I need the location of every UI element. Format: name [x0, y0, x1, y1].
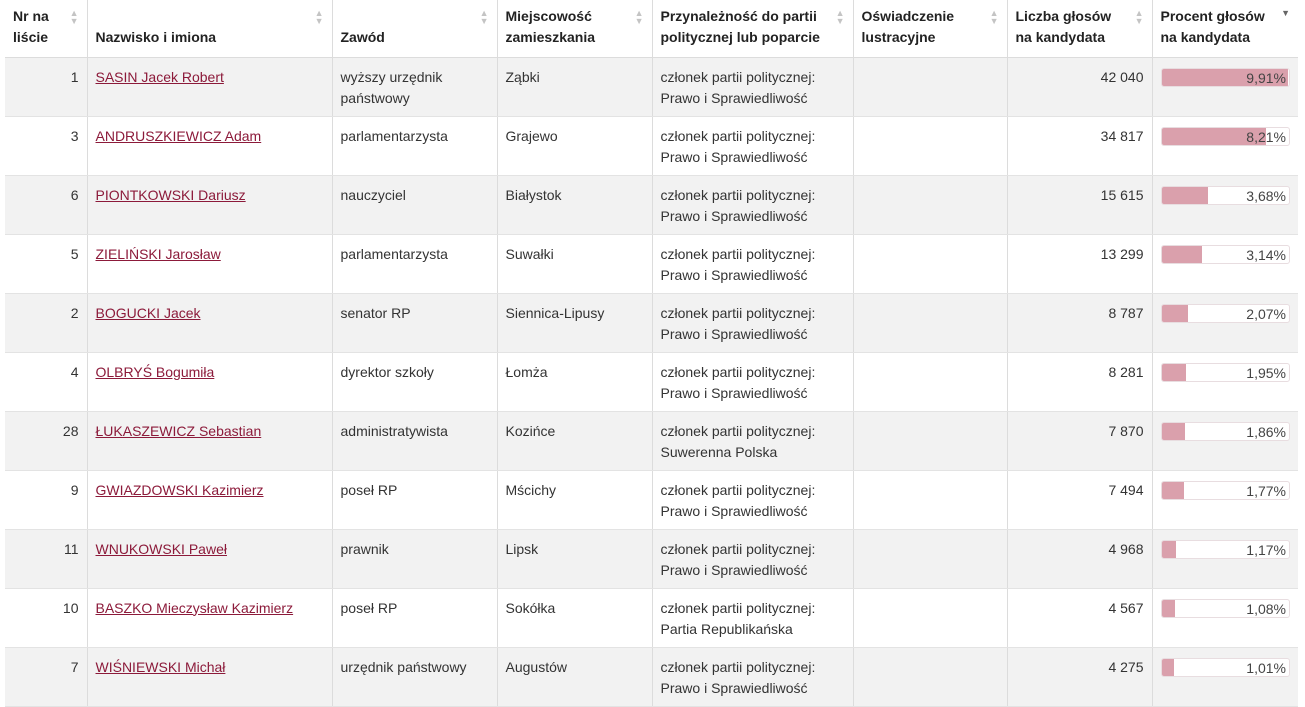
candidate-link[interactable]: OLBRYŚ Bogumiła [95, 363, 215, 380]
cell-city: Mścichy [497, 470, 652, 529]
party-affiliation-line: członek partii politycznej: [660, 68, 816, 85]
cell-job: administratywista [332, 411, 497, 470]
cell-nr: 3 [5, 116, 87, 175]
percent-bar-fill [1162, 659, 1175, 676]
cell-city: Suwałki [497, 234, 652, 293]
table-row [5, 470, 1298, 529]
cell-percent [1152, 116, 1298, 175]
cell-job: senator RP [332, 293, 497, 352]
candidate-link[interactable]: BOGUCKI Jacek [95, 304, 201, 321]
percent-value: 8,21% [1246, 128, 1286, 145]
sort-icon[interactable]: ▲ ▼ [69, 8, 79, 26]
cell-percent [1152, 352, 1298, 411]
cell-party [652, 116, 853, 175]
cell-nr: 2 [5, 293, 87, 352]
cell-nr: 6 [5, 175, 87, 234]
percent-bar [1161, 186, 1291, 205]
percent-value: 1,86% [1246, 423, 1286, 440]
cell-lustration [853, 411, 1007, 470]
party-affiliation-line: członek partii politycznej: [660, 363, 816, 380]
percent-value: 3,14% [1246, 246, 1286, 263]
cell-votes: 4 968 [1007, 529, 1152, 588]
header-city[interactable]: Miejscowość zamieszkania ▲ ▼ [497, 0, 652, 57]
cell-percent [1152, 234, 1298, 293]
cell-nr: 5 [5, 234, 87, 293]
candidate-link[interactable]: PIONTKOWSKI Dariusz [95, 186, 246, 203]
cell-percent [1152, 57, 1298, 116]
party-name: Prawo i Sprawiedliwość [660, 384, 808, 401]
party-name: Prawo i Sprawiedliwość [660, 266, 808, 283]
cell-nr: 7 [5, 647, 87, 706]
party-name: Prawo i Sprawiedliwość [660, 207, 808, 224]
cell-nr: 1 [5, 57, 87, 116]
cell-percent [1152, 411, 1298, 470]
sort-icon[interactable]: ▲ ▼ [835, 8, 845, 26]
sort-icon[interactable]: ▲ ▼ [634, 8, 644, 26]
cell-nr: 4 [5, 352, 87, 411]
candidate-link[interactable]: ZIELIŃSKI Jarosław [95, 245, 221, 262]
cell-city: Białystok [497, 175, 652, 234]
cell-city: Kozińce [497, 411, 652, 470]
cell-job: parlamentarzysta [332, 234, 497, 293]
candidate-link[interactable]: WNUKOWSKI Paweł [95, 540, 227, 557]
cell-lustration [853, 352, 1007, 411]
cell-city: Siennica-Lipusy [497, 293, 652, 352]
candidate-link[interactable]: GWIAZDOWSKI Kazimierz [95, 481, 264, 498]
percent-bar-fill [1162, 364, 1187, 381]
table-row [5, 352, 1298, 411]
cell-job: dyrektor szkoły [332, 352, 497, 411]
percent-bar [1161, 540, 1291, 559]
cell-lustration [853, 588, 1007, 647]
cell-name [87, 293, 332, 352]
cell-party [652, 529, 853, 588]
candidate-link[interactable]: BASZKO Mieczysław Kazimierz [95, 599, 294, 616]
cell-job: nauczyciel [332, 175, 497, 234]
cell-name [87, 175, 332, 234]
cell-job: urzędnik państwowy [332, 647, 497, 706]
percent-value: 1,77% [1246, 482, 1286, 499]
header-nr[interactable]: Nr na liście ▲ ▼ [5, 0, 87, 57]
percent-bar-fill [1162, 423, 1186, 440]
cell-votes: 7 870 [1007, 411, 1152, 470]
sort-icon[interactable]: ▲ ▼ [479, 8, 489, 26]
header-percent[interactable]: Procent głosów na kandydata ▼ [1152, 0, 1298, 57]
cell-lustration [853, 234, 1007, 293]
cell-lustration [853, 175, 1007, 234]
percent-bar [1161, 481, 1291, 500]
cell-name [87, 529, 332, 588]
cell-lustration [853, 57, 1007, 116]
party-name: Partia Republikańska [660, 620, 793, 637]
cell-city: Augustów [497, 647, 652, 706]
cell-party [652, 352, 853, 411]
cell-percent [1152, 293, 1298, 352]
cell-name [87, 234, 332, 293]
cell-votes: 4 275 [1007, 647, 1152, 706]
cell-lustration [853, 647, 1007, 706]
cell-nr: 10 [5, 588, 87, 647]
header-row [5, 0, 1298, 57]
party-affiliation-line: członek partii politycznej: [660, 658, 816, 675]
cell-name [87, 352, 332, 411]
cell-votes: 13 299 [1007, 234, 1152, 293]
cell-name [87, 647, 332, 706]
cell-percent [1152, 588, 1298, 647]
candidate-link[interactable]: ANDRUSZKIEWICZ Adam [95, 127, 262, 144]
cell-lustration [853, 529, 1007, 588]
table-row [5, 529, 1298, 588]
percent-value: 1,17% [1246, 541, 1286, 558]
percent-value: 1,08% [1246, 600, 1286, 617]
cell-job: parlamentarzysta [332, 116, 497, 175]
sort-icon[interactable]: ▲ ▼ [989, 8, 999, 26]
percent-bar [1161, 68, 1291, 87]
cell-name [87, 411, 332, 470]
sort-icon[interactable]: ▲ ▼ [1134, 8, 1144, 26]
cell-nr: 11 [5, 529, 87, 588]
cell-party [652, 470, 853, 529]
cell-party [652, 57, 853, 116]
cell-job: poseł RP [332, 588, 497, 647]
cell-percent [1152, 470, 1298, 529]
percent-bar [1161, 304, 1291, 323]
party-name: Prawo i Sprawiedliwość [660, 325, 808, 342]
party-name: Prawo i Sprawiedliwość [660, 502, 808, 519]
cell-votes: 34 817 [1007, 116, 1152, 175]
percent-bar-fill [1162, 187, 1209, 204]
percent-bar [1161, 245, 1291, 264]
cell-city: Lipsk [497, 529, 652, 588]
table-row [5, 116, 1298, 175]
sort-icon[interactable]: ▲ ▼ [314, 8, 324, 26]
percent-value: 2,07% [1246, 305, 1286, 322]
percent-value: 3,68% [1246, 187, 1286, 204]
table-row [5, 57, 1298, 116]
percent-value: 1,95% [1246, 364, 1286, 381]
party-name: Prawo i Sprawiedliwość [660, 561, 808, 578]
percent-bar-fill [1162, 541, 1177, 558]
candidate-link[interactable]: WIŚNIEWSKI Michał [95, 658, 226, 675]
party-name: Prawo i Sprawiedliwość [660, 148, 808, 165]
party-affiliation-line: członek partii politycznej: [660, 304, 816, 321]
cell-votes: 7 494 [1007, 470, 1152, 529]
header-name[interactable]: Nazwisko i imiona ▲ ▼ [87, 0, 332, 57]
cell-city: Sokółka [497, 588, 652, 647]
cell-name [87, 57, 332, 116]
cell-votes: 15 615 [1007, 175, 1152, 234]
cell-lustration [853, 470, 1007, 529]
cell-percent [1152, 175, 1298, 234]
percent-bar-fill [1162, 482, 1185, 499]
table-row [5, 175, 1298, 234]
cell-city: Grajewo [497, 116, 652, 175]
percent-bar [1161, 127, 1291, 146]
cell-city: Łomża [497, 352, 652, 411]
cell-job: prawnik [332, 529, 497, 588]
cell-votes: 8 281 [1007, 352, 1152, 411]
percent-value: 1,01% [1246, 659, 1286, 676]
cell-votes: 42 040 [1007, 57, 1152, 116]
percent-bar [1161, 422, 1291, 441]
party-affiliation-line: członek partii politycznej: [660, 127, 816, 144]
table-row [5, 293, 1298, 352]
cell-party [652, 411, 853, 470]
cell-city: Ząbki [497, 57, 652, 116]
cell-job: wyższy urzędnik państwowy [332, 57, 497, 116]
party-affiliation-line: członek partii politycznej: [660, 481, 816, 498]
header-job[interactable]: Zawód ▲ ▼ [332, 0, 497, 57]
cell-nr: 9 [5, 470, 87, 529]
percent-bar-fill [1162, 600, 1176, 617]
party-affiliation-line: członek partii politycznej: [660, 422, 816, 439]
party-name: Prawo i Sprawiedliwość [660, 679, 808, 696]
header-lustration[interactable]: Oświadczenie lustracyjne ▲ ▼ [853, 0, 1007, 57]
party-affiliation-line: członek partii politycznej: [660, 245, 816, 262]
party-affiliation-line: członek partii politycznej: [660, 540, 816, 557]
party-name: Suwerenna Polska [660, 443, 778, 460]
table-row [5, 234, 1298, 293]
candidates-table [5, 0, 1298, 707]
cell-party [652, 588, 853, 647]
sort-desc-icon[interactable]: ▼ [1281, 8, 1290, 18]
cell-lustration [853, 293, 1007, 352]
percent-bar-fill [1162, 305, 1188, 322]
percent-bar-fill [1162, 246, 1202, 263]
table-row [5, 588, 1298, 647]
cell-name [87, 588, 332, 647]
cell-votes: 8 787 [1007, 293, 1152, 352]
party-affiliation-line: członek partii politycznej: [660, 186, 816, 203]
party-name: Prawo i Sprawiedliwość [660, 89, 808, 106]
percent-bar [1161, 363, 1291, 382]
cell-party [652, 293, 853, 352]
party-affiliation-line: członek partii politycznej: [660, 599, 816, 616]
cell-party [652, 175, 853, 234]
percent-bar [1161, 599, 1291, 618]
table-row [5, 411, 1298, 470]
cell-party [652, 234, 853, 293]
percent-bar [1161, 658, 1291, 677]
header-votes[interactable]: Liczba głosów na kandydata ▲ ▼ [1007, 0, 1152, 57]
cell-nr: 28 [5, 411, 87, 470]
candidates-tbody [5, 57, 1298, 706]
candidate-link[interactable]: ŁUKASZEWICZ Sebastian [95, 422, 262, 439]
cell-name [87, 470, 332, 529]
cell-job: poseł RP [332, 470, 497, 529]
cell-votes: 4 567 [1007, 588, 1152, 647]
cell-party [652, 647, 853, 706]
cell-percent [1152, 529, 1298, 588]
cell-name [87, 116, 332, 175]
table-row [5, 647, 1298, 706]
header-party[interactable]: Przynależność do partii politycznej lub poparcie ▲ ▼ [652, 0, 853, 57]
cell-lustration [853, 116, 1007, 175]
cell-percent [1152, 647, 1298, 706]
candidate-link[interactable]: SASIN Jacek Robert [95, 68, 224, 85]
percent-value: 9,91% [1246, 69, 1286, 86]
